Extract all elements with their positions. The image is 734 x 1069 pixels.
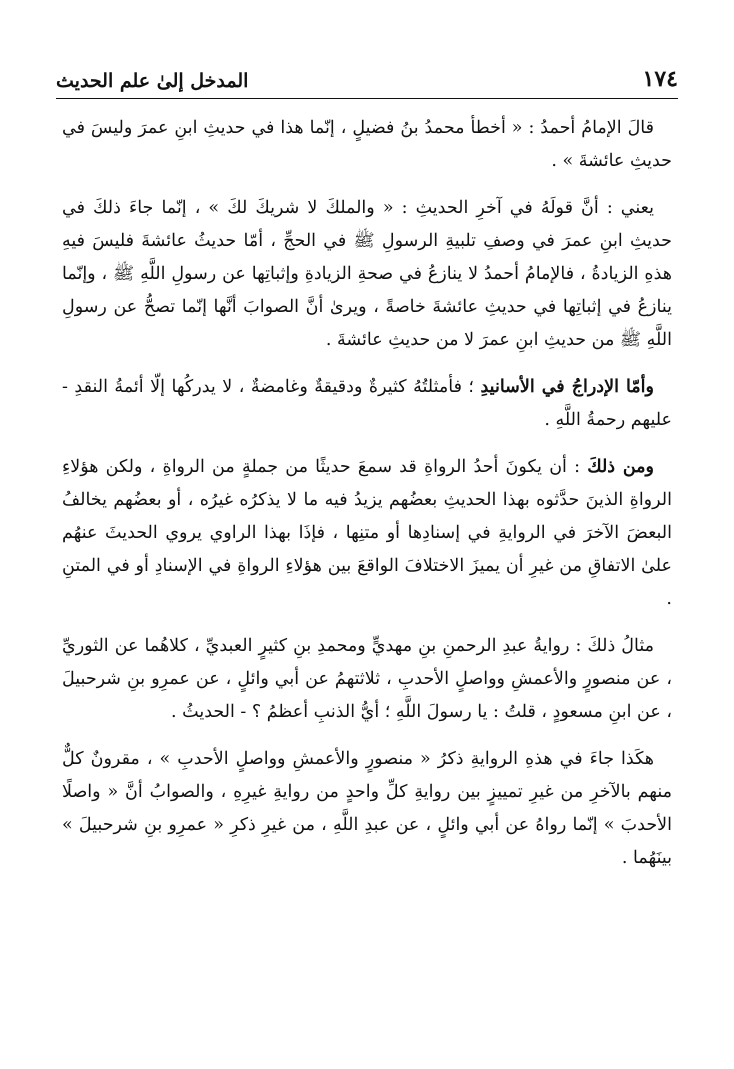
running-title: المدخل إلىٰ علم الحديث (56, 70, 249, 92)
paragraph-4 (62, 451, 672, 616)
paragraph-1 (62, 112, 672, 178)
body-text (62, 112, 672, 889)
paragraph-1-text: قالَ الإمامُ أحمدُ : « أخطأ محمدُ بنُ فضيلٍ ، إنّما هذا في حديثِ ابنِ عمرَ وليسَ في حديثِ عائشةَ » . (62, 118, 672, 171)
paragraph-5-text: مثالُ ذلكَ : روايةُ عبدِ الرحمنِ بنِ مهديٍّ ومحمدِ بنِ كثيرٍ العبديِّ ، كلاهُما عن الثوريِّ ، عن منصورٍ والأعمشِ وواصلٍ الأحدبِ ، ثلاثتهمُ عن أبي وائلٍ ، عن عمرِو بنِ شرحبيلَ ، عن ابنِ مسعودٍ ، قلتُ : يا رسولَ اللَّهِ ؛ أيُّ الذنبِ أعظمُ ؟ - الحديثُ . (62, 636, 672, 722)
page-header (56, 60, 678, 99)
paragraph-6-text: هكَذا جاءَ في هذهِ الروايةِ ذكرُ « منصورٍ والأعمشِ وواصلٍ الأحدبِ » ، مقرونٌ كلٌّ منهم بالآخرِ من غيرِ تمييزٍ بين روايةِ كلِّ واحدٍ من روايةِ غيرِهِ ، والصوابُ أنَّ « واصلًا الأحدبَ » إنّما رواهُ عن أبي وائلٍ ، عن عبدِ اللَّهِ ، من غيرِ ذكرِ « عمرِو بنِ شرحبيلَ » بينَهُما . (62, 749, 672, 868)
paragraph-3-text: ؛ فأمثلتُهُ كثيرةٌ ودقيقةٌ وغامضةٌ ، لا يدركُها إلّا أئمةُ النقدِ - عليهم رحمةُ اللَّهِ . (62, 377, 672, 430)
paragraph-3 (62, 371, 672, 437)
paragraph-4-text: : أن يكونَ أحدُ الرواةِ قد سمعَ حديثًا من جملةٍ من الرواةِ ، ولكن هؤلاءِ الرواةِ الذينَ حدَّثوه بهذا الحديثِ بعضُهم يزيدُ فيه ما لا يذكرُه غيرُه ، أو بعضُهم يخالفُ البعضَ الآخرَ في الروايةِ في إسنادِها أو متنِها ، فإذَا بهذا الراوي يروي الحديثَ عنهُم علىٰ الاتفاقِ من غيرِ أن يميزَ الاختلافَ الواقعَ بين هؤلاءِ الرواةِ في الإسنادِ أو في المتنِ . (62, 457, 672, 609)
paragraph-5 (62, 630, 672, 729)
paragraph-4-lead: ومن ذلكَ (587, 457, 654, 477)
paragraph-2 (62, 192, 672, 357)
paragraph-3-lead: وأمّا الإدراجُ في الأسانيدِ (480, 377, 654, 397)
paragraph-2-text: يعني : أنَّ قولَهُ في آخرِ الحديثِ : « والملكَ لا شريكَ لكَ » ، إنّما جاءَ ذلكَ في حديثِ ابنِ عمرَ في وصفِ تلبيةِ الرسولِ ﷺ في الحجِّ ، أمّا حديثُ عائشةَ فليسَ فيهِ هذهِ الزيادةُ ، فالإمامُ أحمدُ لا ينازعُ في صحةِ الزيادةِ وإثباتِها عن رسولِ اللَّهِ ﷺ ، وإنّما ينازعُ في إثباتِها في حديثِ عائشةَ خاصةً ، ويرىٰ أنَّ الصوابَ أنَّها إنّما تصحُّ عن رسولِ اللَّهِ ﷺ من حديثِ ابنِ عمرَ لا من حديثِ عائشةَ . (62, 198, 672, 350)
paragraph-6 (62, 743, 672, 875)
page-number: ١٧٤ (642, 66, 678, 92)
